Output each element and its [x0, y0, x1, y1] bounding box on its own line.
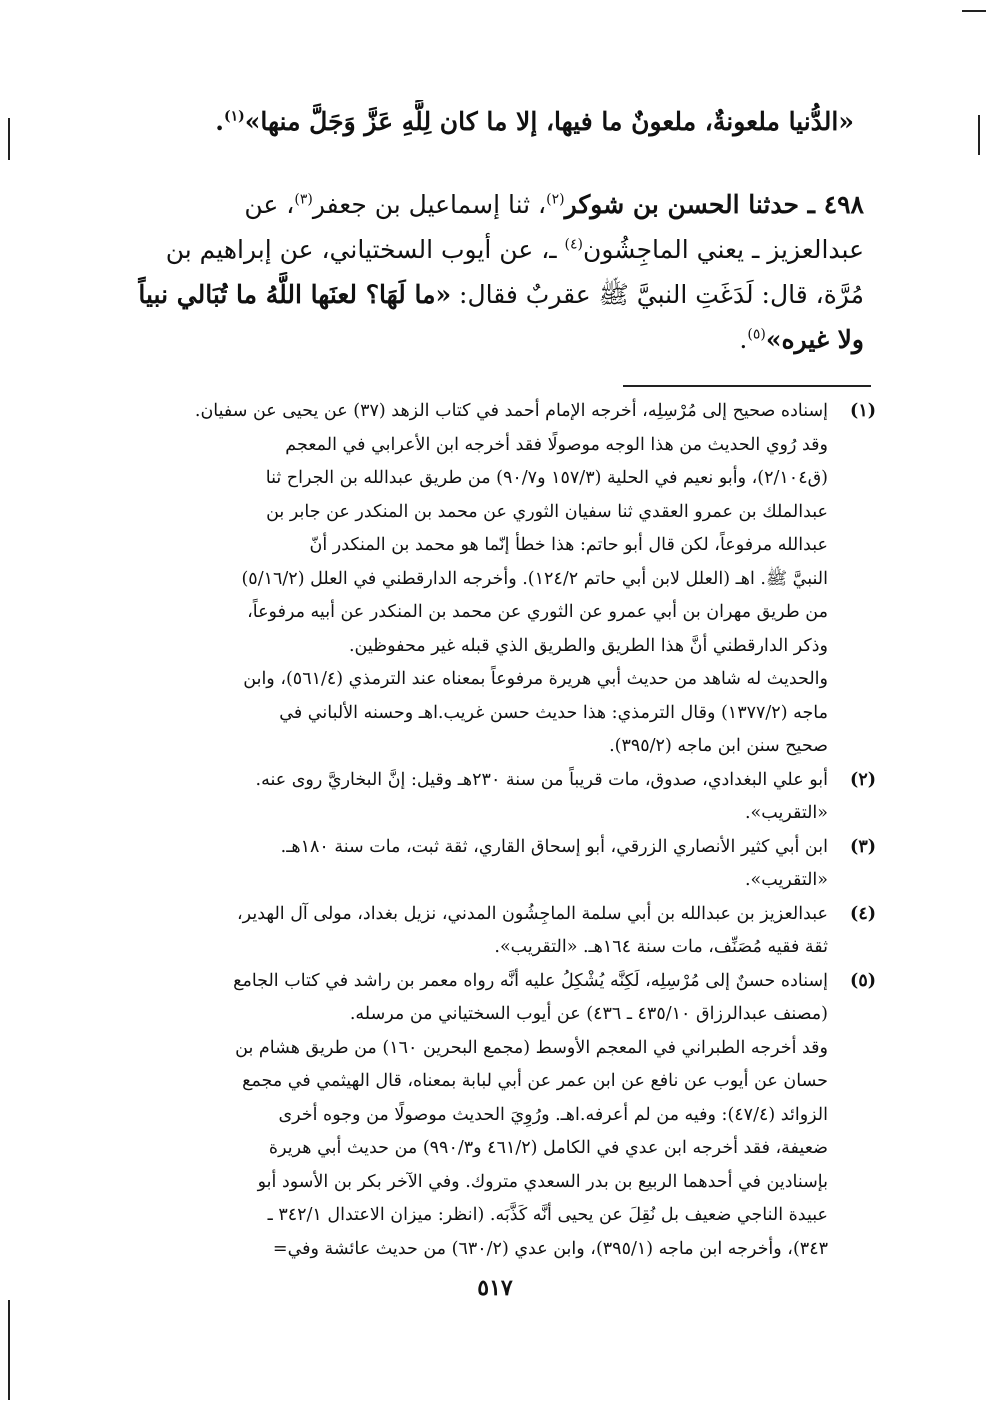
- page-number: ٥١٧: [477, 1275, 513, 1301]
- scan-edge-mark-top: [962, 10, 986, 12]
- narration-3a: مُرَّة، قال: لَدَغَتِ النبيَّ ﷺ عقربٌ فقال:: [451, 280, 864, 309]
- footnote-line: حسان عن أيوب عن نافع عن ابن عمر عن أبي لبابة بمعناه، قال الهيثمي في مجمع: [242, 1071, 828, 1091]
- footnote-5: [122, 965, 876, 1267]
- footnote-line: أبو علي البغدادي، صدوق، مات قريباً من سنة ٢٣٠هـ وقيل: إنَّ البخاريَّ روى عنه.: [255, 769, 828, 790]
- footnote-line: «التقريب».: [744, 870, 828, 890]
- footnote-line: ضعيفة، فقد أخرجه ابن عدي في الكامل (٤٦١/٢ و٩٩٠/٣) من حديث أبي هريرة: [268, 1138, 828, 1158]
- narration-4b: .: [739, 325, 748, 354]
- footnote-3: [122, 831, 876, 898]
- narration-2b: ـ، عن أيوب السختياني، عن إبراهيم بن: [165, 235, 565, 264]
- main-text: [128, 100, 864, 362]
- footnote-number: (٥): [850, 970, 876, 991]
- footnote-ref-3: (٣): [294, 191, 313, 208]
- footnote-line: (ق٢/١٠٤)، وأبو نعيم في الحلية (١٥٧/٣ و٩٠/٧) من طريق عبدالله بن الجراح ثنا: [265, 468, 828, 488]
- footnote-line: بإسنادين في أحدهما الربيع بن بدر السعدي متروك. وفي الآخر بكر بن الأسود أبو: [257, 1171, 828, 1192]
- footnote-line: «التقريب».: [744, 803, 828, 823]
- footnote-1: [122, 395, 876, 764]
- footnote-line: عبيدة الناجي ضعيف بل نُقِلَ عن يحيى أنَّه كَذَّبَه. (انظر: ميزان الاعتدال ٣٤٢/١ ـ: [267, 1205, 828, 1225]
- footnote-line: من طريق مهران بن أبي عمرو عن الثوري عن محمد بن المنكدر عن أبيه مرفوعاً،: [247, 602, 828, 622]
- footnote-line: وقد رُوي الحديث من هذا الوجه موصولًا فقد أخرجه ابن الأعرابي في المعجم: [285, 434, 828, 455]
- footnote-separator: [623, 385, 871, 387]
- narration-2a: عبدالعزيز ـ يعني الماجِشُون: [583, 235, 864, 264]
- footnote-ref-2: (٢): [546, 191, 565, 208]
- footnote-line: وذكر الدارقطني أنَّ هذا الطريق والطريق الذي قبله غير محفوظين.: [348, 635, 828, 656]
- footnote-number: (٣): [850, 836, 876, 857]
- footnote-line: عبدالملك بن عمرو العقدي ثنا سفيان الثوري عن محمد بن المنكدر عن جابر بن: [266, 501, 828, 522]
- footnote-line: ماجه (١٣٧٧/٢) وقال الترمذي: هذا حديث حسن غريب.اهـ وحسنه الألباني في: [279, 702, 828, 723]
- footnote-line: ٣٤٣)، وأخرجه ابن ماجه (٣٩٥/١)، وابن عدي (٦٣٠/٢) من حديث عائشة وفي=: [272, 1238, 828, 1259]
- narration-line-3: [128, 272, 864, 317]
- footnote-line: (مصنف عبدالرزاق ٤٣٥/١٠ ـ ٤٣٦) عن أيوب السختياني من مرسله.: [349, 1004, 828, 1024]
- footnote-2: [122, 764, 876, 831]
- footnote-line: إسناده صحيح إلى مُرْسِلِه، أخرجه الإمام أحمد في كتاب الزهد (٣٧) عن يحيى عن سفيان.: [194, 401, 828, 421]
- footnote-line: صحيح سنن ابن ماجه (٣٩٥/٢).: [609, 736, 828, 756]
- hadith-end-line: [128, 100, 854, 144]
- footnote-line: ثقة فقيه مُصَنِّف، مات سنة ١٦٤هـ. «التقريب».: [494, 937, 828, 957]
- footnote-number: (٤): [850, 903, 876, 924]
- footnote-4: [122, 898, 876, 965]
- narration-1c: ، عن: [244, 190, 295, 219]
- footnote-line: والحديث له شاهد من حديث أبي هريرة مرفوعاً بمعناه عند الترمذي (٥٦١/٤)، وابن: [243, 669, 828, 689]
- narration-line-2: [128, 227, 864, 272]
- narration-4a: ولا غيره»: [765, 325, 864, 354]
- footnote-line: النبيَّ ﷺ. اهـ (العلل لابن أبي حاتم ١٢٤/٢). وأخرجه الدارقطني في العلل (٥/١٦/٢): [241, 568, 828, 589]
- scan-edge-mark-bottom: [8, 1300, 10, 1400]
- narration-1b: ، ثنا إسماعيل بن جعفر: [312, 190, 547, 219]
- footnote-line: عبدالعزيز بن عبدالله بن أبي سلمة الماجِشُون المدني، نزيل بغداد، مولى آل الهدير،: [237, 903, 828, 924]
- scan-edge-mark-left: [8, 118, 10, 160]
- footnote-ref-4: (٤): [564, 236, 584, 253]
- footnote-number: (٢): [850, 769, 876, 790]
- footnote-number: (١): [850, 401, 876, 421]
- footnote-line: إسناده حسنٌ إلى مُرْسِلِه، لَكِنَّه يُشْكِلُ عليه أنَّه رواه معمر بن راشد في كتاب الجامع: [233, 970, 828, 991]
- narration-line-4: [128, 317, 864, 362]
- footnote-line: ابن أبي كثير الأنصاري الزرقي، أبو إسحاق القاري، ثقة ثبت، مات سنة ١٨٠هـ.: [280, 836, 828, 857]
- hadith-end-tail: .: [215, 107, 224, 136]
- footnote-ref-5: (٥): [747, 326, 766, 343]
- footnote-line: الزوائد (٤٧/٤): وفيه من لم أعرفه.اهـ. ورُوِيَ الحديث موصولًا من وجوه أخرى: [278, 1104, 828, 1125]
- hadith-end-text: «الدُّنيا ملعونةٌ، ملعونٌ ما فيها، إلا ما كان لِلَّهِ عَزَّ وَجَلَّ منها»: [244, 107, 854, 136]
- narration-line-1: [128, 182, 864, 227]
- footnote-line: عبدالله مرفوعاً، لكن قال أبو حاتم: هذا خطأ إنّما هو محمد بن المنكدر أنّ: [309, 535, 828, 555]
- narration-3b: «ما لَهَا؟ لعنَها اللَّهُ ما تُبَالي نبياً: [138, 280, 452, 309]
- scan-edge-mark-right: [978, 115, 980, 155]
- footnotes: [122, 395, 876, 1266]
- footnote-line: وقد أخرجه الطبراني في المعجم الأوسط (مجمع البحرين ١٦٠) من طريق هشام بن: [235, 1037, 828, 1058]
- narration-1a: ٤٩٨ ـ حدثنا الحسن بن شوكر: [564, 190, 864, 219]
- footnote-ref-1: (١): [224, 108, 245, 125]
